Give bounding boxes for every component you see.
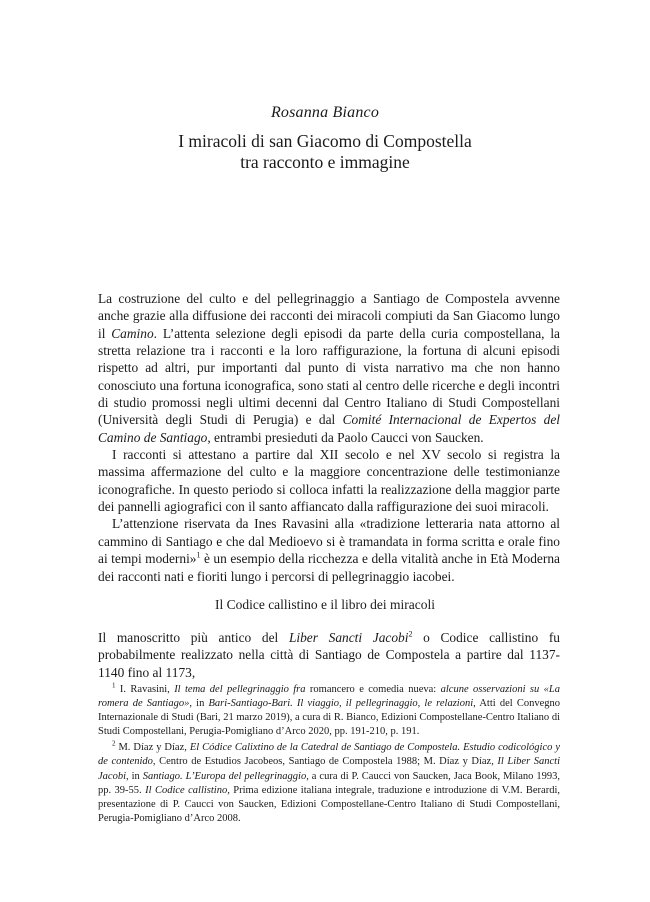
paragraph-2: I racconti si attestano a partire dal XII secolo e nel XV secolo si registra la massima affermazione del culto e la maggiore concentrazione delle testimonianze iconografiche. In questo periodo si colloca infatti la realizzazione della maggior parte dei pannelli agiografici con il santo affiancato dalla raffigurazione dei suoi miracoli. — [98, 447, 560, 515]
footnote-ref-2: 2 — [408, 629, 413, 639]
chapter-title-line-1: I miracoli di san Giacomo di Compostella — [178, 131, 472, 151]
chapter-title-line-2: tra racconto e immagine — [240, 152, 410, 172]
body-text-section-2 — [98, 629, 560, 681]
body-text-section-1 — [98, 290, 560, 585]
paragraph-4: Il manoscritto più antico del Liber Sancti Jacobi$^2$ o Codice callistino fu probabilmente realizzato nella città di Santiago de Compostela a partire dal 1137-1140 fino al 1173, — [98, 629, 560, 680]
footnote-ref-1: 1 — [196, 550, 201, 560]
footnotes — [98, 683, 560, 826]
footnote-2: $^2$ M. Díaz y Díaz, El Códice Calixtino de la Catedral de Santiago de Compostela. Estudio codicológico y de contenido, Centro de Estudios Jacobeos, Santiago de Compostela 1988; M. Díaz y Díaz, Il Liber Sancti Jacobi, in Santiago. L’Europa del pellegrinaggio, a cura di P. Caucci von Saucken, Jaca Book, Milano 1993, pp. 39-55. Il Codice callistino, Prima edizione italiana integrale, traduzione e introduzione di V.M. Berardi, presentazione di P. Caucci von Saucken, Edizioni Compostellane-Centro Italiano di Studi Compostellani, Perugia-Pomigliano d’Arco 2008. — [98, 739, 561, 824]
chapter-author: Rosanna Bianco — [270, 104, 380, 121]
footnote-1: $^1$ I. Ravasini, Il tema del pellegrinaggio fra romancero e comedia nueva: alcune osservazioni su «La romera de Santiago», in Bari-Santiago-Bari. Il viaggio, il pellegrinaggio, le relazioni, Atti del Convegno Internazionale di Studi (Bari, 21 marzo 2019), a cura di R. Bianco, Edizioni Compostellane-Centro Italiano di Studi Compostellani, Perugia-Pomigliano d’Arco 2020, pp. 191-210, p. 191. — [98, 681, 560, 738]
paragraph-3: L’attenzione riservata da Ines Ravasini alla «tradizione letteraria nata attorno al cammino di Santiago e che dal Medioevo si è tramandata in forma scritta e orale fino ai tempi moderni»$^1$ è un esempio della ricchezza e della vitalità anche in Età Moderna dei racconti nati e fioriti lungo i percorsi di pellegrinaggio iacobei. — [98, 516, 560, 584]
paragraph-1: La costruzione del culto e del pellegrinaggio a Santiago de Compostela avvenne anche grazie alla diffusione dei racconti dei miracoli compiuti da San Giacomo lungo il Camino. L’attenta selezione degli episodi da parte della curia compostellana, la stretta relazione tra i racconti e la loro raffigurazione, la fortuna di alcuni episodi rispetto ad altri, pur importanti dal punto di vista narrativo ma che non hanno conosciuto una fortuna iconografica, sono stati al centro delle ricerche e degli incontri di studio promossi negli ultimi decenni dal Centro Italiano di Studi Compostellani (Università degli Studi di Perugia) e dal Comité Internacional de Expertos del Camino de Santiago, entrambi presieduti da Paolo Caucci von Saucken. — [98, 291, 561, 445]
section-heading: Il Codice callistino e il libro dei miracoli — [214, 597, 436, 612]
chapter-title — [0, 131, 650, 173]
